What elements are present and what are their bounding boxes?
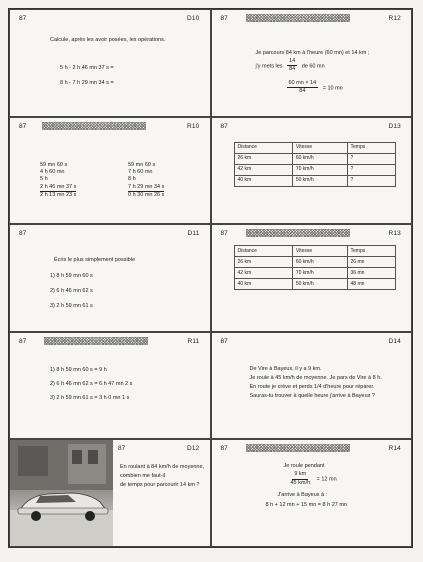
instruction: Écris le plus simplement possible bbox=[54, 257, 136, 264]
table-cell: 42 km bbox=[234, 164, 292, 175]
table-cell: 48 mn bbox=[347, 279, 395, 290]
denominator: 84 bbox=[299, 88, 306, 95]
card-number: 87 bbox=[220, 337, 228, 345]
table-cell: 42 km bbox=[234, 268, 292, 279]
text-line: Je roule à 45 km/h de moyenne. Je pars de Vire à 8 h. bbox=[249, 374, 382, 381]
calc-row: 59 mn 60 s bbox=[128, 161, 156, 168]
card-code: R11 bbox=[187, 337, 200, 345]
card-r14 bbox=[211, 439, 413, 547]
list-item: 2) 6 h 46 mn 62 s bbox=[50, 288, 93, 295]
card-code: R12 bbox=[388, 15, 401, 22]
fraction bbox=[289, 471, 313, 487]
column-header: Temps bbox=[347, 142, 395, 153]
card-code: D13 bbox=[388, 122, 401, 130]
card-r10 bbox=[9, 117, 211, 225]
card-code: D11 bbox=[187, 230, 200, 238]
calc-column-left bbox=[40, 162, 76, 200]
table-cell: 26 km bbox=[234, 257, 292, 268]
fraction-line bbox=[256, 58, 325, 74]
table-cell: 40 km bbox=[234, 175, 292, 186]
card-code: D10 bbox=[186, 15, 200, 22]
table-cell: ? bbox=[347, 153, 395, 164]
text-line: Je parcours 84 km à l'heure (60 mn) et 14 km ; bbox=[255, 50, 370, 56]
hatch-pattern bbox=[246, 229, 350, 237]
calc-row: 4 h 60 mn bbox=[40, 169, 65, 176]
calc-row: 59 mn 60 s bbox=[40, 161, 68, 168]
column-header: Distance bbox=[234, 142, 292, 153]
column-header: Distance bbox=[234, 246, 292, 257]
text-line: En roulant à 84 km/h de moyenne, bbox=[120, 464, 205, 471]
table-row bbox=[234, 164, 395, 175]
card-r11 bbox=[9, 332, 211, 440]
fraction bbox=[287, 58, 297, 74]
text-line: J'arrive à Bayeux à : bbox=[277, 492, 328, 499]
card-code: R10 bbox=[186, 122, 200, 130]
worksheet-page bbox=[8, 8, 413, 548]
text-fragment: j'y mets les bbox=[255, 63, 283, 70]
result-line bbox=[284, 80, 343, 96]
card-number: 87 bbox=[19, 230, 27, 238]
calc-row: 5 h bbox=[40, 176, 48, 183]
text-fragment: = 12 mn bbox=[316, 476, 337, 483]
table-cell: ? bbox=[347, 164, 395, 175]
table-cell: 50 km/h bbox=[292, 279, 347, 290]
calc-row: 2 h 46 mn 37 s bbox=[40, 184, 76, 192]
table-cell: ? bbox=[347, 175, 395, 186]
card-number: 87 bbox=[220, 15, 228, 22]
calc-row: 7 h 60 mn bbox=[128, 169, 153, 176]
calc-row: 2 h 13 mn 23 s bbox=[40, 192, 77, 199]
card-d10 bbox=[9, 9, 211, 117]
table-row bbox=[234, 279, 395, 290]
calc-row: 0 h 30 mn 26 s bbox=[128, 192, 165, 199]
card-code: D12 bbox=[186, 445, 200, 453]
calc-row: 8 h bbox=[128, 176, 136, 183]
fraction-line bbox=[286, 471, 337, 487]
text-line: 8 h + 12 mn + 15 mn = 8 h 27 mn bbox=[265, 502, 347, 509]
card-d13 bbox=[211, 117, 413, 225]
table-row bbox=[234, 257, 395, 268]
text-line: De Vire à Bayeux, il y a 9 km. bbox=[249, 365, 322, 372]
denominator: 45 km/h bbox=[290, 479, 311, 486]
car-illustration bbox=[10, 440, 113, 547]
numerator: 14 bbox=[287, 58, 297, 66]
numerator: 9 km bbox=[292, 471, 308, 479]
hatch-pattern bbox=[44, 337, 148, 345]
text-line: Sauras-tu trouver à quelle heure j'arrive à Bayeux ? bbox=[249, 392, 375, 399]
numerator: 60 mn × 14 bbox=[287, 80, 319, 88]
card-r12 bbox=[211, 9, 413, 117]
card-number: 87 bbox=[220, 122, 228, 130]
text-fragment: = 10 mn bbox=[322, 85, 343, 92]
table-cell: 40 km bbox=[234, 279, 292, 290]
data-table bbox=[234, 142, 396, 187]
list-item: 3) 2 h 59 mn 61 s bbox=[50, 303, 93, 310]
card-number: 87 bbox=[118, 445, 126, 453]
text-line: combien me faut-il bbox=[120, 473, 165, 480]
hatch-pattern bbox=[246, 14, 350, 22]
table-cell: 50 km/h bbox=[292, 175, 347, 186]
card-code: R13 bbox=[388, 230, 401, 238]
hatch-pattern bbox=[246, 444, 350, 452]
table-cell: 60 km/h bbox=[292, 153, 347, 164]
table-cell: 60 km/h bbox=[292, 257, 347, 268]
list-item: 1) 8 h 59 mn 60 s = 9 h bbox=[50, 366, 107, 373]
operation-line: 5 h - 2 h 46 mn 37 s = bbox=[60, 65, 114, 71]
table-cell: 70 km/h bbox=[292, 268, 347, 279]
card-d12 bbox=[9, 439, 211, 547]
list-item: 2) 6 h 46 mn 62 s = 6 h 47 mn 2 s bbox=[50, 380, 133, 387]
card-d11 bbox=[9, 224, 211, 332]
text-line: En route je crève et perds 1/4 d'heure pour réparer. bbox=[249, 383, 375, 390]
table-row bbox=[234, 268, 395, 279]
calc-row: 7 h 29 mn 34 s bbox=[128, 184, 164, 192]
hatch-pattern bbox=[42, 122, 146, 130]
table-cell: 26 km bbox=[234, 153, 292, 164]
calc-column-right bbox=[128, 162, 164, 200]
card-code: D14 bbox=[388, 337, 401, 345]
table-cell: 36 mn bbox=[347, 268, 395, 279]
card-r13 bbox=[211, 224, 413, 332]
data-table bbox=[234, 245, 396, 290]
denominator: 84 bbox=[289, 66, 296, 73]
operation-line: 8 h - 7 h 29 mn 34 s = bbox=[60, 80, 114, 86]
text-line: Je roule pendant bbox=[283, 463, 325, 470]
table-cell: 26 mn bbox=[347, 257, 395, 268]
card-number: 87 bbox=[220, 230, 228, 238]
card-number: 87 bbox=[19, 15, 27, 22]
column-header: Vitesse bbox=[292, 142, 347, 153]
column-header: Temps bbox=[347, 246, 395, 257]
card-code: R14 bbox=[388, 445, 401, 453]
column-header: Vitesse bbox=[292, 246, 347, 257]
table-header-row bbox=[234, 142, 395, 153]
list-item: 3) 2 h 59 mn 61 s = 3 h 0 mn 1 s bbox=[50, 394, 130, 401]
list-item: 1) 8 h 59 mn 60 s bbox=[50, 273, 93, 280]
table-cell: 70 km/h bbox=[292, 164, 347, 175]
card-d14 bbox=[211, 332, 413, 440]
instruction: Calcule, après les avoir posées, les opérations. bbox=[50, 37, 166, 43]
card-number: 87 bbox=[220, 445, 228, 453]
text-line: de temps pour parcourir 14 km ? bbox=[120, 482, 200, 489]
table-header-row bbox=[234, 246, 395, 257]
table-row bbox=[234, 153, 395, 164]
car-photo bbox=[10, 440, 113, 546]
table-row bbox=[234, 175, 395, 186]
text-fragment: de 60 mn bbox=[301, 63, 325, 70]
card-number: 87 bbox=[19, 337, 27, 345]
card-number: 87 bbox=[19, 122, 27, 130]
fraction bbox=[287, 80, 319, 96]
